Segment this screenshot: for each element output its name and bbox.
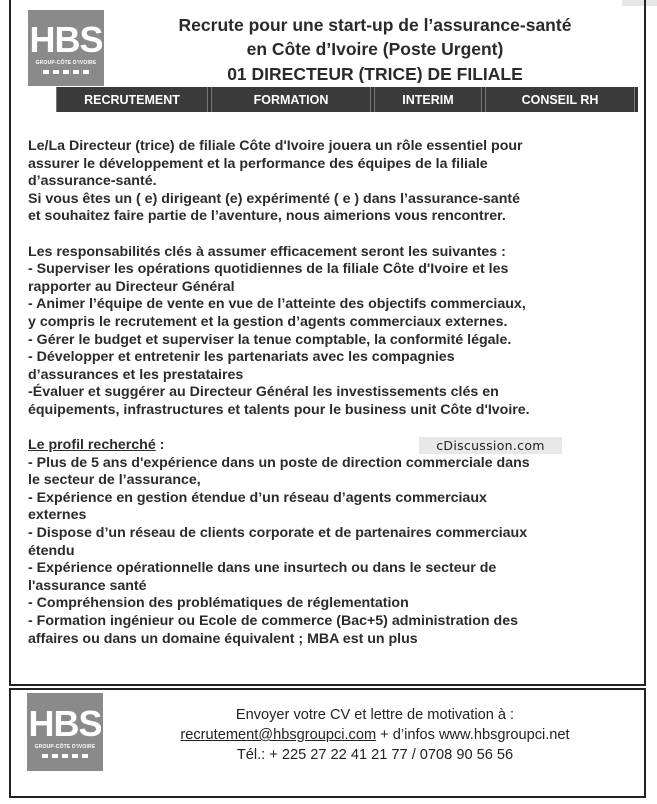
footer-frame	[9, 688, 646, 798]
logo-dots	[42, 754, 88, 758]
responsibility-line: rapporter au Directeur Général	[28, 278, 235, 295]
intro-line: Si vous êtes un ( e) dirigeant (e) expérimenté ( e ) dans l’assurance-santé	[28, 190, 520, 207]
intro-line: d’assurance-santé.	[28, 173, 157, 190]
logo-dots	[43, 70, 89, 74]
profile-line: affaires ou dans un domaine équivalent ; MBA est un plus	[28, 630, 418, 647]
profile-section	[28, 437, 640, 648]
intro-line: et souhaitez faire partie de l’aventure, nous aimerions vous rencontrer.	[28, 208, 506, 225]
responsibility-line: - Gérer le budget et superviser la tenue comptable, la conformité légale.	[28, 331, 512, 348]
intro-line: assurer le développement et la performance des équipes de la filiale	[28, 155, 488, 172]
hbs-logo-footer	[27, 693, 103, 771]
nav-item-conseil-rh: CONSEIL RH	[485, 87, 635, 112]
email-link[interactable]: recrutement@hbsgroupci.com	[180, 727, 377, 743]
profile-line: - Formation ingénieur ou Ecole de commerce (Bac+5) administration des	[28, 613, 518, 630]
profile-line: - Expérience opérationnelle dans une insurtech ou dans le secteur de	[28, 560, 497, 577]
logo-letters: HBS	[29, 19, 103, 60]
intro-line: Le/La Directeur (trice) de filiale Côte d'Ivoire jouera un rôle essentiel pour	[28, 138, 523, 154]
footer-instruction: Envoyer votre CV et lettre de motivation à :	[235, 707, 515, 723]
job-title: 01 DIRECTEUR (TRICE) DE FILIALE	[227, 64, 523, 83]
footer-phone: Tél.: + 225 27 22 41 21 77 / 0708 90 56 56	[236, 747, 514, 763]
responsibility-line: -Évaluer et suggérer au Directeur Général les investissements clés en	[28, 384, 499, 401]
profile-line: - Plus de 5 ans d'expérience dans un poste de direction commerciale dans	[28, 454, 530, 471]
profile-line: étendu	[28, 542, 75, 559]
responsibility-line: Les responsabilités clés à assumer efficacement seront les suivantes :	[28, 243, 506, 260]
logo-letters: HBS	[28, 703, 102, 744]
profile-heading-colon: :	[155, 437, 165, 454]
profile-heading: Le profil recherché	[28, 437, 156, 454]
responsibility-line: y compris le recrutement et la gestion d’agents commerciaux externes.	[28, 313, 508, 330]
logo-subtitle: GROUP-CÔTE D'IVOIRE	[35, 60, 97, 66]
responsibility-line: d’assurances et les prestataires	[28, 366, 244, 383]
watermark: cDiscussion.com	[419, 437, 562, 454]
profile-line: - Expérience en gestion étendue d’un réseau d’agents commerciaux	[28, 489, 487, 506]
responsibility-line: - Superviser les opérations quotidiennes de la filiale Côte d'Ivoire et les	[28, 261, 509, 278]
logo-subtitle: GROUP-CÔTE D'IVOIRE	[34, 744, 96, 750]
header-line-2: en Côte d’Ivoire (Poste Urgent)	[246, 39, 504, 59]
profile-line: - Dispose d’un réseau de clients corporate et de partenaires commerciaux	[28, 525, 528, 542]
profile-line: l'assurance santé	[28, 577, 147, 594]
responsibility-line: - Animer l’équipe de vente en vue de l’atteinte des objectifs commerciaux,	[28, 296, 526, 313]
website-info: + d’infos www.hbsgroupci.net	[376, 727, 570, 743]
header-line-1: Recrute pour une start-up de l’assurance-santé	[178, 15, 572, 35]
profile-line: externes	[28, 507, 87, 524]
responsibility-line: équipements, infrastructures et talents pour le business unit Côte d'Ivoire.	[28, 401, 530, 418]
nav-item-formation: FORMATION	[211, 87, 371, 112]
footer-contact-row	[110, 727, 640, 743]
nav-item-interim: INTERIM	[374, 87, 482, 112]
job-description	[28, 138, 640, 648]
nav-item-recrutement: RECRUTEMENT	[56, 87, 208, 112]
profile-line: - Compréhension des problématiques de réglementation	[28, 595, 409, 612]
hbs-logo	[28, 10, 104, 86]
intro-section	[28, 138, 640, 226]
responsibilities-section	[28, 244, 640, 420]
profile-line: le secteur de l’assurance,	[28, 472, 201, 489]
service-nav-bar	[56, 87, 638, 112]
responsibility-line: - Développer et entretenir les partenariats avec les compagnies	[28, 349, 455, 366]
